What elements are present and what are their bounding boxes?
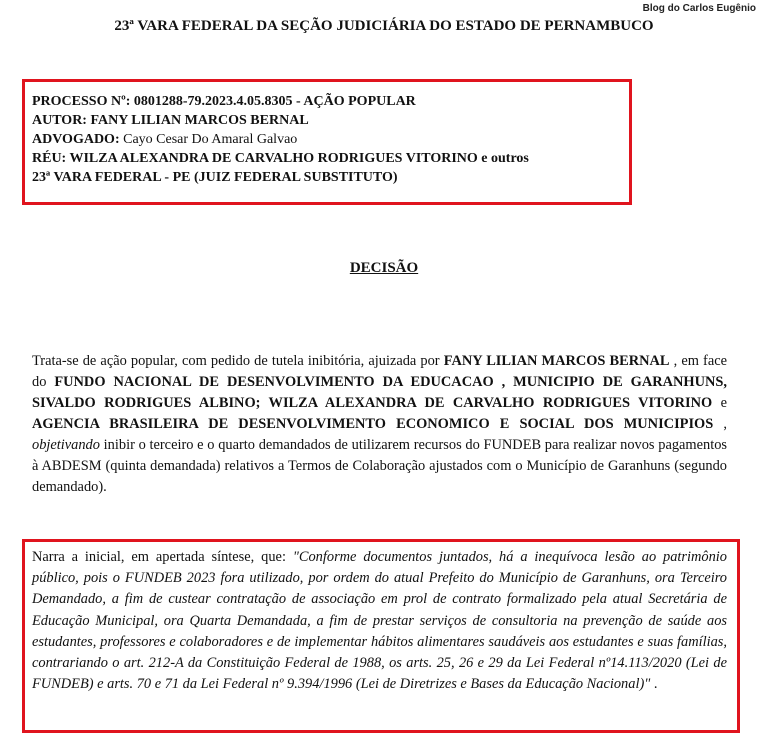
para1-text-4: , [713, 416, 727, 432]
para1-text-3: e [712, 395, 727, 411]
court-title: 23ª VARA FEDERAL DA SEÇÃO JUDICIÁRIA DO ESTADO DE PERNAMBUCO [114, 18, 654, 34]
paragraph-quote [32, 547, 727, 695]
para2-text-1: Narra a inicial, em apertada síntese, que: [32, 549, 293, 565]
processo-line [32, 92, 529, 111]
para1-author: FANY LILIAN MARCOS BERNAL [443, 353, 670, 369]
vara-line: 23ª VARA FEDERAL - PE (JUIZ FEDERAL SUBSTITUTO) [32, 170, 398, 185]
para1-defendants: FUNDO NACIONAL DE DESENVOLVIMENTO DA EDUCACAO , MUNICIPIO DE GARANHUNS, SIVALDO RODRIGUES ALBINO; WILZA ALEXANDRA DE CARVALHO RODRIGUES VITORINO [32, 374, 727, 411]
autor-line [32, 111, 529, 130]
para1-text-5: inibir o terceiro e o quarto demandados de utilizarem recursos do FUNDEB para realizar novos pagamentos à ABDESM (quinta demandada) relativos a Termos de Colaboração ajustados com o Município de Garanhuns (segundo demandado). [32, 437, 727, 495]
autor-label: AUTOR: [32, 113, 87, 128]
reu-line [32, 149, 529, 168]
advogado-value: Cayo Cesar Do Amaral Galvao [123, 132, 298, 147]
paragraph-intro [32, 351, 727, 498]
para2-text-2: . [650, 676, 658, 693]
advogado-line [32, 130, 529, 149]
para2-quote: "Conforme documentos juntados, há a inequívoca lesão ao patrimônio público, pois o FUNDEB 2023 fora utilizado, por ordem do atual Prefeito do Município de Garanhuns, ora Terceiro Demandado, a fim de custear contratação de associação em prol de contrato formalizado pela atual Secretária de Educação Municipal, ora Quarta Demandada, a fim de prestar serviços de consultoria na prevenção de saúde aos estudantes, professores e colaboradores e de implementar hábitos alimentares saudáveis aos estudantes e suas famílias, contrariando o art. 212-A da Constituição Federal de 1988, os arts. 25, 26 e 29 da Lei Federal nº14.113/2020 (Lei de FUNDEB) e arts. 70 e 71 da Lei Federal nº 9.394/1996 (Lei de Diretrizes e Bases da Educação Nacional)" [32, 549, 727, 693]
decision-heading: DECISÃO [349, 260, 419, 276]
reu-label: RÉU: [32, 151, 67, 166]
processo-value: 0801288-79.2023.4.05.8305 - AÇÃO POPULAR [133, 94, 416, 109]
reu-value: WILZA ALEXANDRA DE CARVALHO RODRIGUES VITORINO e outros [69, 151, 529, 166]
para1-text-1: Trata-se de ação popular, com pedido de tutela inibitória, ajuizada por [32, 353, 444, 369]
para1-text-2: , em face do [32, 353, 727, 390]
para1-agency: AGENCIA BRASILEIRA DE DESENVOLVIMENTO ECONOMICO E SOCIAL DOS MUNICIPIOS [32, 416, 714, 432]
autor-value: FANY LILIAN MARCOS BERNAL [90, 113, 309, 128]
para1-italic: objetivando [32, 437, 100, 453]
case-header [32, 92, 529, 187]
watermark: Blog do Carlos Eugênio [642, 3, 756, 14]
advogado-label: ADVOGADO: [32, 132, 120, 147]
processo-label: PROCESSO Nº: [32, 94, 131, 109]
